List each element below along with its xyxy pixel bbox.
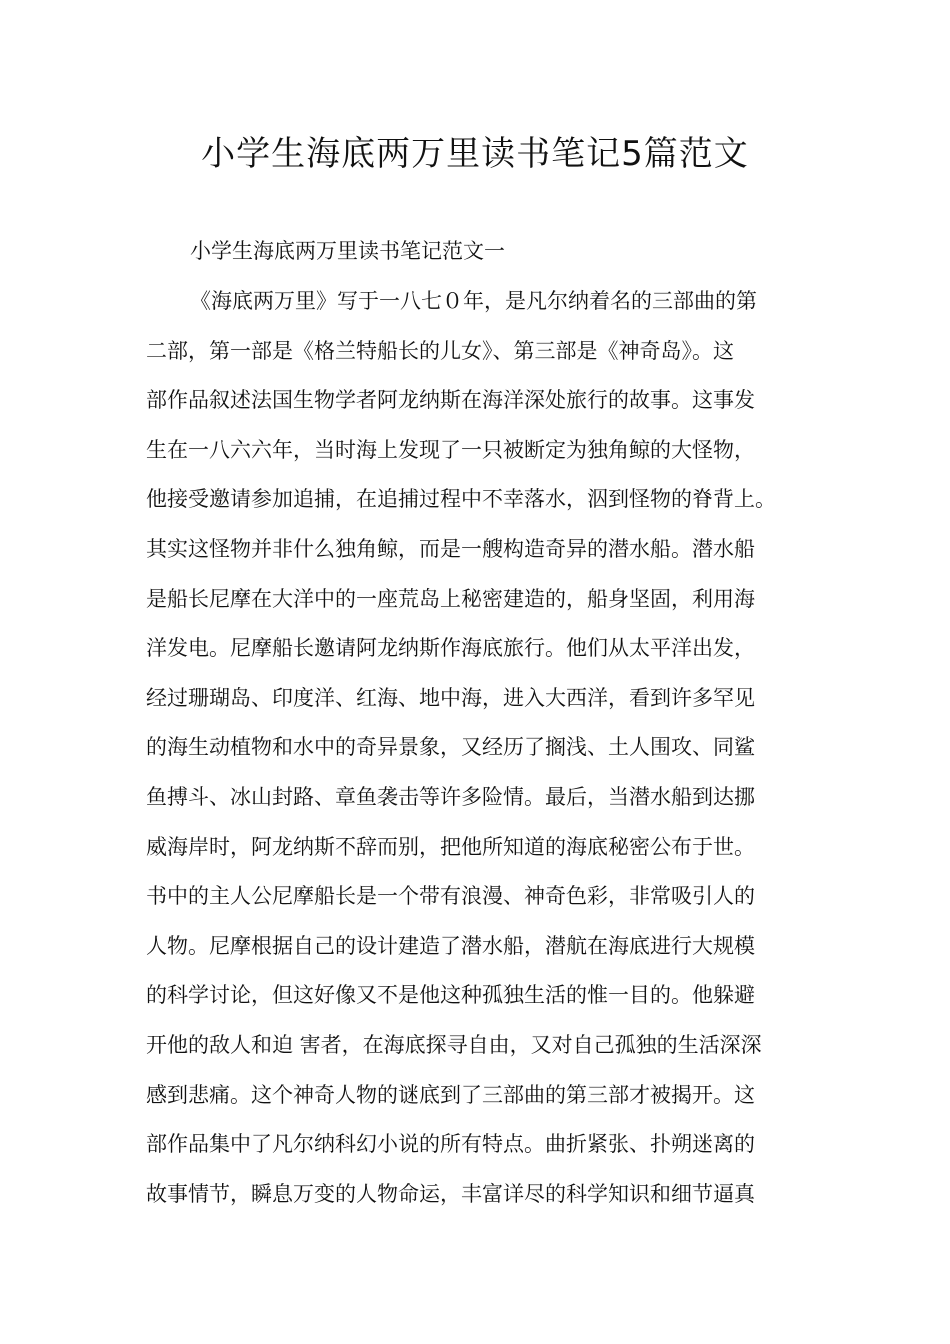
- text-line: 经过珊瑚岛、印度洋、红海、地中海，进入大西洋，看到许多罕见: [146, 685, 755, 710]
- text-line: 人物。尼摩根据自己的设计建造了潜水船，潜航在海底进行大规模: [146, 933, 755, 958]
- text-line: 他接受邀请参加追捕，在追捕过程中不幸落水，泅到怪物的脊背上。: [146, 487, 776, 512]
- text-line: 二部，第一部是《格兰特船长的儿女》、第三部是《神奇岛》。这: [146, 338, 734, 363]
- document-title: 小学生海底两万里读书笔记5篇范文: [201, 134, 749, 174]
- body-text: [146, 283, 826, 1225]
- text-line: 威海岸时，阿龙纳斯不辞而别，把他所知道的海底秘密公布于世。: [146, 834, 755, 859]
- text-line: 部作品集中了凡尔纳科幻小说的所有特点。曲折紧张、扑朔迷离的: [146, 1132, 755, 1157]
- text-line: 是船长尼摩在大洋中的一座荒岛上秘密建造的，船身坚固，利用海: [146, 586, 755, 611]
- text-line: 书中的主人公尼摩船长是一个带有浪漫、神奇色彩，非常吸引人的: [146, 884, 755, 909]
- text-line: 《海底两万里》写于一八七０年，是凡尔纳着名的三部曲的第: [190, 289, 757, 313]
- text-line: 生在一八六六年，当时海上发现了一只被断定为独角鲸的大怪物，: [146, 437, 755, 462]
- text-line: 故事情节，瞬息万变的人物命运，丰富详尽的科学知识和细节逼真: [146, 1181, 755, 1206]
- text-line: 其实这怪物并非什么独角鲸，而是一艘构造奇异的潜水船。潜水船: [146, 536, 755, 561]
- section-heading: 小学生海底两万里读书笔记范文一: [190, 239, 505, 263]
- text-line: 感到悲痛。这个神奇人物的谜底到了三部曲的第三部才被揭开。这: [146, 1082, 755, 1107]
- text-line: 开他的敌人和迫 害者，在海底探寻自由，又对自己孤独的生活深深: [146, 1032, 762, 1057]
- text-line: 洋发电。尼摩船长邀请阿龙纳斯作海底旅行。他们从太平洋出发，: [146, 636, 755, 661]
- text-line: 的海生动植物和水中的奇异景象，又经历了搁浅、土人围攻、同鲨: [146, 735, 755, 760]
- text-line: 鱼搏斗、冰山封路、章鱼袭击等许多险情。最后，当潜水船到达挪: [146, 784, 755, 809]
- text-line: 部作品叙述法国生物学者阿龙纳斯在海洋深处旅行的故事。这事发: [146, 388, 755, 413]
- text-line: 的科学讨论，但这好像又不是他这种孤独生活的惟一目的。他躲避: [146, 983, 755, 1008]
